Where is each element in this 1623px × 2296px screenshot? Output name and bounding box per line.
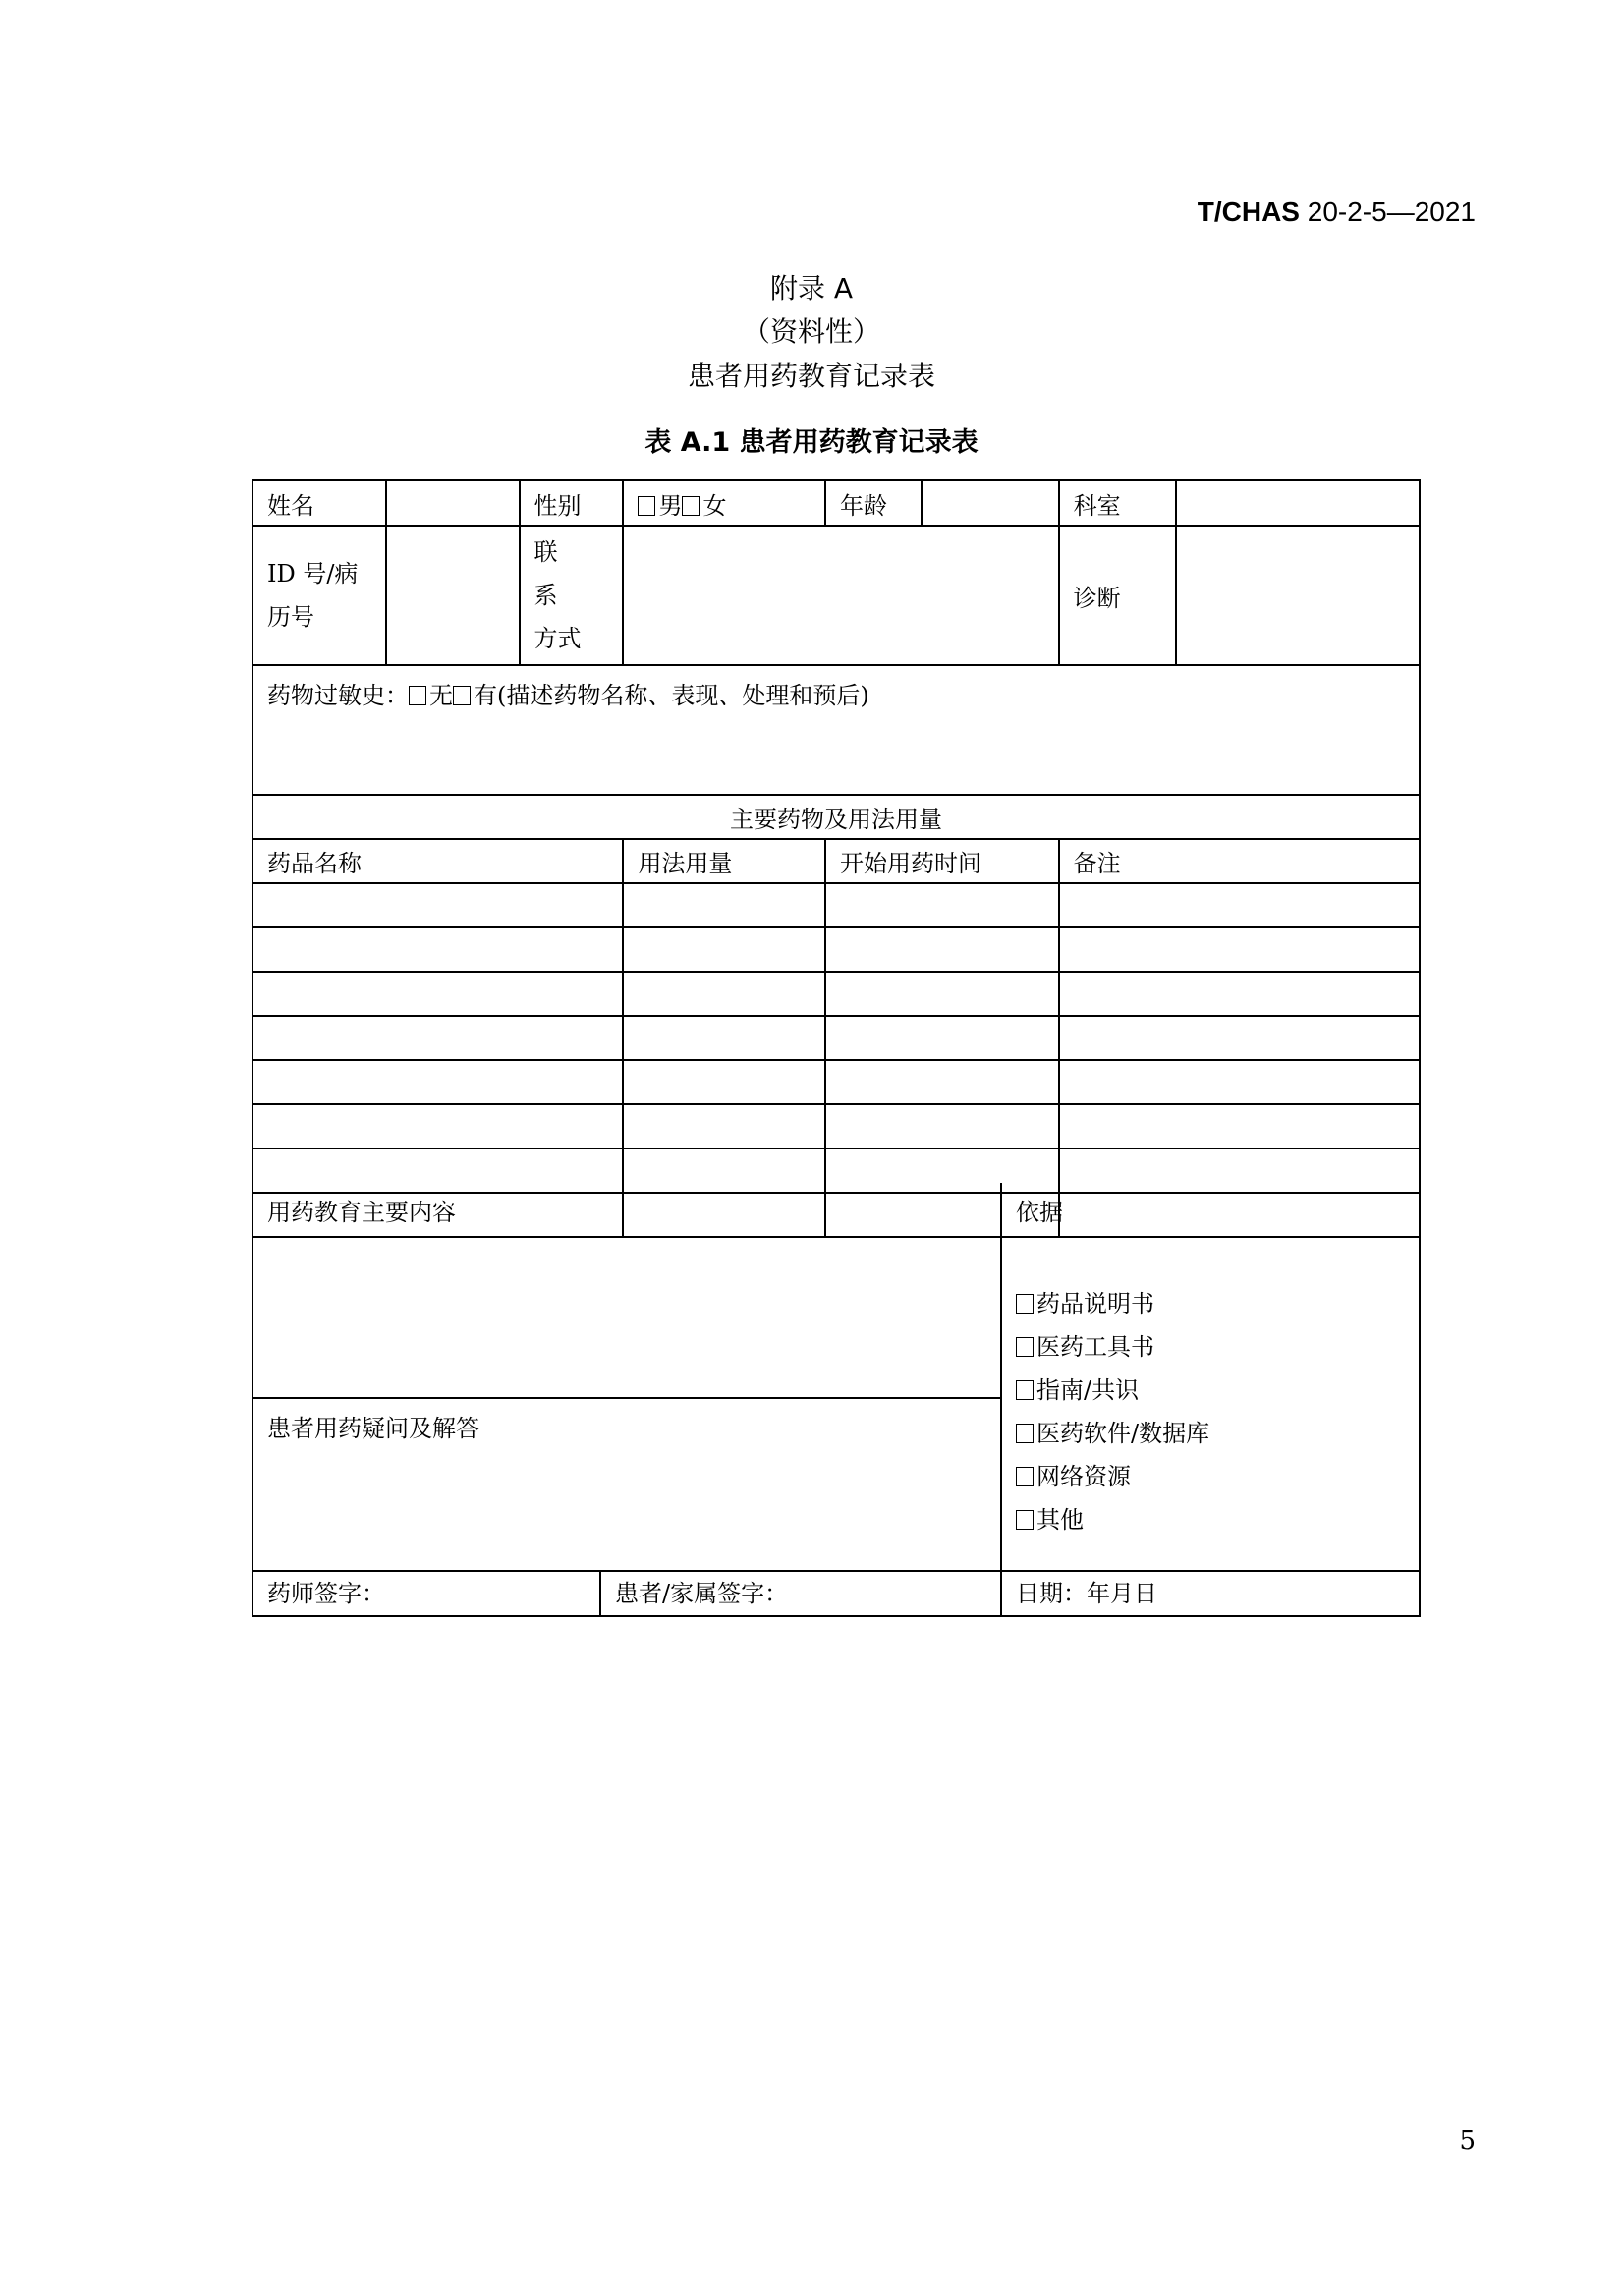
drug-row bbox=[252, 1016, 1420, 1060]
appendix-title: 附录 A bbox=[769, 272, 854, 305]
checkbox-icon[interactable] bbox=[1016, 1380, 1034, 1400]
education-record-table bbox=[252, 479, 1421, 1238]
start-time-cell[interactable] bbox=[825, 927, 1059, 972]
col-dosage: 用法用量 bbox=[623, 839, 825, 883]
standard-code bbox=[1198, 196, 1476, 228]
patient-signature[interactable]: 患者/家属签字： bbox=[601, 1572, 1002, 1615]
female-checkbox[interactable] bbox=[682, 496, 700, 516]
gender-label: 性别 bbox=[520, 480, 624, 526]
basis-option[interactable] bbox=[1016, 1412, 1405, 1455]
questions-label: 患者用药疑问及解答 bbox=[267, 1415, 479, 1442]
standard-code-number: 20-2-5—2021 bbox=[1299, 196, 1476, 227]
dosage-cell[interactable] bbox=[623, 1104, 825, 1148]
checkbox-icon[interactable] bbox=[1016, 1467, 1034, 1486]
id-label bbox=[252, 526, 386, 665]
diagnosis-label: 诊断 bbox=[1059, 526, 1177, 665]
drug-row bbox=[252, 1060, 1420, 1104]
basis-option-label: 医药软件/数据库 bbox=[1036, 1420, 1210, 1447]
checkbox-icon[interactable] bbox=[1016, 1337, 1034, 1357]
drug-name-cell[interactable] bbox=[252, 1104, 623, 1148]
checkbox-icon[interactable] bbox=[1016, 1294, 1034, 1314]
remarks-cell[interactable] bbox=[1059, 972, 1420, 1016]
standard-code-prefix: T/CHAS bbox=[1197, 196, 1300, 227]
contact-label bbox=[520, 526, 624, 665]
age-label: 年龄 bbox=[825, 480, 922, 526]
basis-option[interactable] bbox=[1016, 1369, 1405, 1412]
contact-value[interactable] bbox=[623, 526, 1058, 665]
drug-name-cell[interactable] bbox=[252, 883, 623, 927]
basis-option-label: 药品说明书 bbox=[1036, 1290, 1154, 1317]
start-time-cell[interactable] bbox=[825, 1016, 1059, 1060]
drug-row bbox=[252, 1104, 1420, 1148]
dosage-cell[interactable] bbox=[623, 883, 825, 927]
bottom-section bbox=[252, 1183, 1421, 1617]
appendix-nature: （资料性） bbox=[742, 315, 880, 348]
remarks-cell[interactable] bbox=[1059, 883, 1420, 927]
col-drug-name: 药品名称 bbox=[252, 839, 623, 883]
female-label: 女 bbox=[702, 491, 727, 520]
page-number: 5 bbox=[1459, 2126, 1476, 2156]
diagnosis-value[interactable] bbox=[1176, 526, 1420, 665]
basis-option-label: 医药工具书 bbox=[1036, 1333, 1154, 1361]
start-time-cell[interactable] bbox=[825, 1060, 1059, 1104]
remarks-cell[interactable] bbox=[1059, 1060, 1420, 1104]
dept-value[interactable] bbox=[1176, 480, 1420, 526]
start-time-cell[interactable] bbox=[825, 1104, 1059, 1148]
basis-option-label: 网络资源 bbox=[1036, 1463, 1131, 1490]
basis-option[interactable] bbox=[1016, 1325, 1405, 1369]
allergy-has-checkbox[interactable] bbox=[453, 686, 471, 705]
id-label-line2: 历号 bbox=[267, 603, 314, 631]
name-label: 姓名 bbox=[252, 480, 386, 526]
education-content-label: 用药教育主要内容 bbox=[267, 1199, 456, 1226]
basis-cell bbox=[1000, 1183, 1421, 1572]
basis-option[interactable] bbox=[1016, 1455, 1405, 1498]
gender-options bbox=[623, 480, 825, 526]
col-remarks: 备注 bbox=[1059, 839, 1420, 883]
allergy-prefix: 药物过敏史： bbox=[267, 682, 409, 709]
basis-option[interactable] bbox=[1016, 1282, 1405, 1325]
contact-label-line1: 联 系 bbox=[533, 538, 568, 609]
drug-row bbox=[252, 972, 1420, 1016]
allergy-history[interactable] bbox=[252, 665, 1420, 795]
male-checkbox[interactable] bbox=[638, 496, 655, 516]
drug-row bbox=[252, 883, 1420, 927]
checkbox-icon[interactable] bbox=[1016, 1510, 1034, 1530]
basis-option[interactable] bbox=[1016, 1498, 1405, 1541]
remarks-cell[interactable] bbox=[1059, 1016, 1420, 1060]
drug-name-cell[interactable] bbox=[252, 1016, 623, 1060]
allergy-has-label: 有(描述药物名称、表现、处理和预后) bbox=[474, 682, 869, 709]
start-time-cell[interactable] bbox=[825, 972, 1059, 1016]
pharmacist-signature[interactable]: 药师签字： bbox=[253, 1572, 601, 1615]
start-time-cell[interactable] bbox=[825, 883, 1059, 927]
checkbox-icon[interactable] bbox=[1016, 1424, 1034, 1443]
male-label: 男 bbox=[658, 491, 683, 520]
education-content-cell[interactable] bbox=[252, 1183, 1002, 1399]
remarks-cell[interactable] bbox=[1059, 927, 1420, 972]
table-caption: 表 A.1 患者用药教育记录表 bbox=[644, 427, 979, 458]
allergy-none-label: 无 bbox=[429, 682, 453, 709]
name-value[interactable] bbox=[386, 480, 520, 526]
id-label-line1: ID 号/病 bbox=[267, 560, 359, 588]
remarks-cell[interactable] bbox=[1059, 1104, 1420, 1148]
dosage-cell[interactable] bbox=[623, 1060, 825, 1104]
dosage-cell[interactable] bbox=[623, 927, 825, 972]
basis-option-label: 其他 bbox=[1036, 1506, 1084, 1534]
drug-name-cell[interactable] bbox=[252, 1060, 623, 1104]
dept-label: 科室 bbox=[1059, 480, 1177, 526]
drugs-section-title: 主要药物及用法用量 bbox=[252, 795, 1420, 839]
questions-cell[interactable] bbox=[252, 1397, 1002, 1572]
allergy-none-checkbox[interactable] bbox=[409, 686, 426, 705]
id-value[interactable] bbox=[386, 526, 520, 665]
basis-label: 依据 bbox=[1016, 1199, 1063, 1226]
dosage-cell[interactable] bbox=[623, 972, 825, 1016]
contact-label-line2: 方式 bbox=[533, 625, 582, 652]
basis-options bbox=[1016, 1282, 1405, 1541]
dosage-cell[interactable] bbox=[623, 1016, 825, 1060]
date-field[interactable]: 日期：年月日 bbox=[1016, 1580, 1157, 1607]
age-value[interactable] bbox=[922, 480, 1059, 526]
drug-name-cell[interactable] bbox=[252, 972, 623, 1016]
signature-row bbox=[252, 1570, 1421, 1617]
appendix-name: 患者用药教育记录表 bbox=[687, 360, 935, 392]
basis-option-label: 指南/共识 bbox=[1036, 1376, 1140, 1404]
drug-row bbox=[252, 927, 1420, 972]
drug-name-cell[interactable] bbox=[252, 927, 623, 972]
col-start-time: 开始用药时间 bbox=[825, 839, 1059, 883]
